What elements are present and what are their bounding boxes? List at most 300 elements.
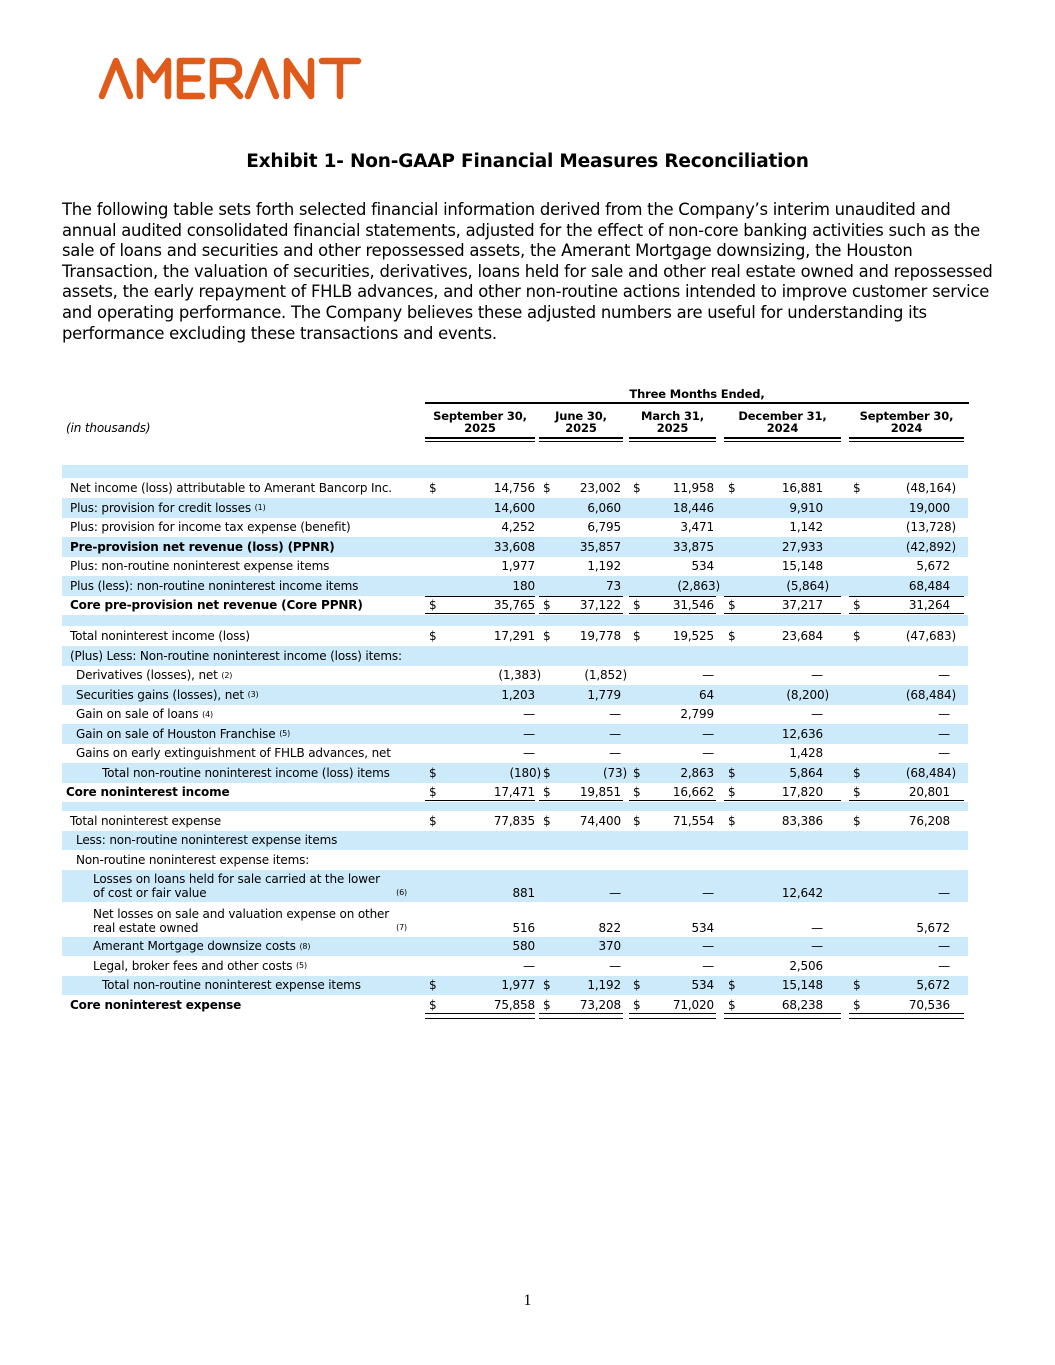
table-row (62, 596, 968, 616)
table-row (62, 685, 968, 705)
value: 1,977 (501, 978, 535, 993)
value: — (811, 707, 823, 722)
period-header-row (62, 386, 972, 404)
value-cell (425, 537, 535, 557)
value-cell (629, 850, 716, 870)
value: 6,795 (587, 520, 621, 535)
value: 35,857 (579, 539, 621, 554)
value: — (609, 746, 621, 761)
amerant-logo (98, 56, 364, 102)
section-spacer (62, 465, 968, 478)
value-cell (724, 850, 841, 870)
currency-symbol: $ (429, 598, 437, 613)
value-cell (849, 850, 964, 870)
currency-symbol: $ (728, 629, 736, 643)
value-cell (425, 783, 535, 803)
row-label (62, 557, 419, 577)
row-label-text: Securities gains (losses), net (76, 687, 244, 702)
value-cell (629, 646, 716, 666)
value-cell (425, 557, 535, 577)
value-cell (724, 518, 841, 538)
value-cell (629, 902, 716, 937)
currency-symbol: $ (853, 978, 861, 993)
value-cell (539, 478, 623, 498)
table-row (62, 666, 968, 686)
row-label (62, 956, 419, 976)
value-cell (849, 724, 964, 744)
value-cell (849, 646, 964, 666)
value: (2,863) (677, 578, 720, 593)
value: 11,958 (672, 481, 714, 495)
value-cell (629, 956, 716, 976)
currency-symbol: $ (633, 785, 641, 800)
value: — (938, 668, 950, 683)
value: — (702, 885, 714, 900)
value: 23,684 (781, 629, 823, 643)
currency-symbol: $ (633, 598, 641, 613)
value: 33,875 (672, 539, 714, 554)
currency-symbol: $ (728, 765, 736, 780)
value-cell (849, 831, 964, 851)
currency-symbol: $ (429, 813, 437, 828)
currency-symbol: $ (543, 978, 551, 993)
value: 881 (512, 885, 535, 900)
row-label (62, 705, 419, 725)
row-label-text: Core noninterest expense (70, 997, 242, 1012)
value: 2,799 (680, 707, 714, 722)
value-cell (724, 937, 841, 957)
value: 23,002 (579, 481, 621, 495)
value: 68,484 (908, 578, 950, 593)
value-cell (724, 557, 841, 577)
value-cell (724, 646, 841, 666)
row-label (62, 596, 419, 616)
table-row (62, 976, 968, 996)
value: (47,683) (905, 629, 956, 643)
value: (13,728) (905, 520, 956, 535)
value-cell (849, 557, 964, 577)
value-cell (849, 937, 964, 957)
value-cell (849, 783, 964, 803)
value-cell (849, 811, 964, 831)
value-cell (724, 537, 841, 557)
value-cell (724, 498, 841, 518)
value-cell (425, 870, 535, 902)
currency-symbol: $ (728, 978, 736, 993)
currency-symbol: $ (543, 997, 551, 1012)
value-cell (849, 576, 964, 596)
value-cell (849, 956, 964, 976)
value: (48,164) (905, 481, 956, 495)
row-label (62, 576, 419, 596)
value-cell (425, 744, 535, 764)
value-cell (425, 850, 535, 870)
value-cell (849, 763, 964, 783)
currency-symbol: $ (633, 978, 641, 993)
row-label (62, 870, 419, 902)
value-cell (724, 870, 841, 902)
value-cell (849, 705, 964, 725)
value-cell (425, 902, 535, 937)
row-label-text: Net losses on sale and valuation expense on other real estate owned (93, 906, 390, 935)
value: 20,801 (908, 785, 950, 800)
value: 4,252 (501, 520, 535, 535)
row-label-text: Plus: non-routine noninterest expense items (70, 559, 330, 574)
value: 3,471 (680, 520, 714, 535)
table-row (62, 498, 968, 518)
value: 33,608 (493, 539, 535, 554)
row-label (62, 811, 419, 831)
value-cell (629, 557, 716, 577)
row-label (62, 763, 419, 783)
value-cell (539, 498, 623, 518)
value-cell (629, 626, 716, 646)
value: — (609, 885, 621, 900)
row-label-text: Net income (loss) attributable to Amerant Bancorp Inc. (70, 481, 392, 495)
value: 12,636 (781, 726, 823, 741)
value: 16,881 (781, 481, 823, 495)
units-label: (in thousands) (66, 421, 151, 435)
currency-symbol: $ (853, 598, 861, 613)
value-cell (849, 744, 964, 764)
currency-symbol: $ (429, 481, 437, 495)
row-label (62, 783, 419, 803)
value: 5,864 (789, 765, 823, 780)
value: — (938, 707, 950, 722)
value-cell (849, 596, 964, 616)
value: 1,203 (501, 687, 535, 702)
value-cell (724, 744, 841, 764)
value: — (702, 958, 714, 973)
row-label (62, 478, 419, 498)
row-label-text: (Plus) Less: Non-routine noninterest income (loss) items: (70, 648, 402, 663)
row-label-text: Total noninterest income (loss) (70, 629, 250, 643)
value: 822 (598, 920, 621, 935)
value-cell (724, 705, 841, 725)
value: 1,428 (789, 746, 823, 761)
currency-symbol: $ (633, 629, 641, 643)
row-label (62, 995, 419, 1015)
value-cell (724, 831, 841, 851)
value: (5,864) (786, 578, 829, 593)
value: 9,910 (789, 500, 823, 515)
value: 19,525 (672, 629, 714, 643)
value-cell (539, 783, 623, 803)
value: 1,142 (789, 520, 823, 535)
table-row (62, 995, 968, 1015)
col-header-dec-2024: December 31, 2024 (724, 407, 841, 439)
value: 6,060 (587, 500, 621, 515)
currency-symbol: $ (429, 978, 437, 993)
value: 534 (691, 978, 714, 993)
value-cell (425, 518, 535, 538)
value-cell (539, 763, 627, 783)
value: — (938, 939, 950, 954)
footnote-ref: (5) (296, 961, 307, 971)
row-label (62, 666, 419, 686)
value-cell (425, 498, 535, 518)
currency-symbol: $ (633, 813, 641, 828)
value-cell (724, 956, 841, 976)
table-row (62, 811, 968, 831)
col-header-jun-2025: June 30, 2025 (539, 407, 623, 439)
currency-symbol: $ (853, 785, 861, 800)
footnote-ref: (4) (202, 709, 213, 719)
value: 31,264 (908, 598, 950, 613)
value: 14,756 (493, 481, 535, 495)
value-cell (539, 831, 623, 851)
value: 5,672 (916, 559, 950, 574)
value-cell (539, 576, 623, 596)
value: 83,386 (781, 813, 823, 828)
value-cell (425, 956, 535, 976)
value-cell (539, 557, 623, 577)
table-row (62, 783, 968, 803)
row-label-text: Derivatives (losses), net (76, 668, 218, 683)
value-cell (849, 518, 964, 538)
value-cell (425, 646, 535, 666)
currency-symbol: $ (728, 997, 736, 1012)
value: 73,208 (579, 997, 621, 1012)
value: 17,820 (781, 785, 823, 800)
row-label-text: Core pre-provision net revenue (Core PPNR) (70, 598, 363, 613)
value: 16,662 (672, 785, 714, 800)
row-label-text: Total non-routine noninterest expense items (102, 978, 361, 993)
value: 15,148 (781, 978, 823, 993)
value-cell (539, 870, 623, 902)
value-cell (539, 850, 623, 870)
value: 5,672 (916, 978, 950, 993)
currency-symbol: $ (543, 598, 551, 613)
value: 370 (598, 939, 621, 954)
row-label (62, 724, 419, 744)
value: 37,217 (781, 598, 823, 613)
table-row (62, 626, 968, 646)
value: (1,852) (584, 668, 627, 683)
value: 19,851 (579, 785, 621, 800)
value: (73) (602, 765, 627, 780)
value-cell (849, 666, 964, 686)
currency-symbol: $ (853, 629, 861, 643)
value-cell (724, 685, 841, 705)
table-row (62, 870, 968, 902)
value: — (811, 939, 823, 954)
value-cell (425, 626, 535, 646)
value-cell (425, 478, 535, 498)
row-label (62, 850, 419, 870)
currency-symbol: $ (429, 785, 437, 800)
value: 1,192 (587, 559, 621, 574)
row-label (62, 685, 419, 705)
value: (8,200) (786, 687, 829, 702)
value: 73 (606, 578, 621, 593)
value: 534 (691, 559, 714, 574)
table-row (62, 744, 968, 764)
table-row (62, 902, 968, 937)
value: 77,835 (493, 813, 535, 828)
value-cell (425, 724, 535, 744)
table-row (62, 576, 968, 596)
value-cell (629, 685, 716, 705)
value-cell (539, 646, 623, 666)
value-cell (539, 596, 623, 616)
row-label (62, 626, 419, 646)
value-cell (724, 783, 841, 803)
table-row (62, 518, 968, 538)
col-header-mar-2025: March 31, 2025 (629, 407, 716, 439)
value-cell (849, 685, 964, 705)
value: 1,779 (587, 687, 621, 702)
amerant-wordmark-icon (98, 56, 364, 100)
currency-symbol: $ (633, 481, 641, 495)
value-cell (539, 705, 623, 725)
intro-paragraph: The following table sets forth selected financial information derived from the Company’s interim unaudited and annual audited consolidated financial statements, adjusted for the effect of non-core banking activities such as the sale of loans and securities and other repossessed assets, the Amerant Mortgage downsizing, the Houston Transaction, the valuation of securities, derivatives, loans held for sale and other real estate owned and repossessed assets, the early repayment of FHLB advances, and other non-routine actions intended to improve customer service and operating performance. The Company believes these adjusted numbers are useful for understanding its performance excluding these transactions and events. (62, 200, 993, 343)
section-spacer (62, 615, 968, 626)
currency-symbol: $ (633, 765, 641, 780)
currency-symbol: $ (429, 629, 437, 643)
value: 19,778 (579, 629, 621, 643)
value: — (609, 726, 621, 741)
table-row (62, 831, 968, 851)
row-label-text: Gain on sale of loans (76, 707, 199, 722)
value-cell (539, 811, 623, 831)
value: — (702, 668, 714, 683)
row-label-text: Plus: provision for credit losses (70, 500, 251, 515)
row-label-text: Pre-provision net revenue (loss) (PPNR) (70, 539, 335, 554)
value-cell (629, 666, 716, 686)
value: 12,642 (781, 885, 823, 900)
value: — (702, 746, 714, 761)
value-cell (724, 724, 841, 744)
value-cell (724, 995, 841, 1015)
value-cell (425, 596, 535, 616)
row-label (62, 537, 419, 557)
value: 17,291 (493, 629, 535, 643)
value-cell (629, 705, 716, 725)
value-cell (724, 811, 841, 831)
value: 37,122 (579, 598, 621, 613)
table-row (62, 763, 968, 783)
currency-symbol: $ (853, 481, 861, 495)
row-label (62, 937, 419, 957)
value: 18,446 (672, 500, 714, 515)
value-cell (629, 576, 720, 596)
value: (68,484) (905, 687, 956, 702)
value-cell (629, 596, 716, 616)
currency-symbol: $ (429, 997, 437, 1012)
value: — (702, 726, 714, 741)
row-label-text: Legal, broker fees and other costs (93, 958, 293, 973)
value: 2,863 (680, 765, 714, 780)
value-cell (629, 783, 716, 803)
value-cell (849, 976, 964, 996)
value: 14,600 (493, 500, 535, 515)
value: 534 (691, 920, 714, 935)
value-cell (724, 478, 841, 498)
value-cell (425, 995, 535, 1015)
table-row (62, 478, 968, 498)
value: 5,672 (916, 920, 950, 935)
currency-symbol: $ (728, 813, 736, 828)
row-label-text: Gains on early extinguishment of FHLB advances, net (76, 746, 391, 761)
currency-symbol: $ (429, 765, 437, 780)
row-label-text: Total non-routine noninterest income (loss) items (102, 765, 390, 780)
value: 71,020 (672, 997, 714, 1012)
footnote-ref: (3) (247, 690, 259, 700)
value: 27,933 (781, 539, 823, 554)
currency-symbol: $ (728, 481, 736, 495)
table-row (62, 646, 968, 666)
value-cell (425, 937, 535, 957)
value-cell (849, 902, 964, 937)
value-cell (724, 576, 841, 596)
row-label-text: Gain on sale of Houston Franchise (76, 726, 276, 741)
value-cell (629, 995, 716, 1015)
value-cell (724, 596, 841, 616)
value-cell (539, 902, 623, 937)
page-number: 1 (523, 1292, 532, 1309)
page-title: Exhibit 1- Non-GAAP Financial Measures Reconciliation (246, 151, 809, 172)
value: 68,238 (781, 997, 823, 1012)
currency-symbol: $ (728, 785, 736, 800)
value-cell (849, 537, 964, 557)
row-label-text: Core noninterest income (66, 785, 230, 800)
value-cell (849, 498, 964, 518)
currency-symbol: $ (543, 765, 551, 780)
value-cell (724, 666, 841, 686)
value-cell (539, 626, 623, 646)
value-cell (724, 976, 841, 996)
currency-symbol: $ (853, 765, 861, 780)
row-label-text: Amerant Mortgage downsize costs (93, 939, 296, 954)
currency-symbol: $ (543, 629, 551, 643)
value-cell (629, 763, 716, 783)
value-cell (539, 937, 623, 957)
value: — (938, 958, 950, 973)
value: — (609, 958, 621, 973)
col-header-sep-2025: September 30, 2025 (425, 407, 535, 439)
value-cell (629, 724, 716, 744)
value: — (811, 668, 823, 683)
currency-symbol: $ (633, 997, 641, 1012)
value-cell (539, 744, 623, 764)
value-cell (849, 870, 964, 902)
value: 2,506 (789, 958, 823, 973)
value-cell (425, 831, 535, 851)
value-cell (539, 956, 623, 976)
footnote-ref: (6) (396, 887, 407, 897)
table-row (62, 956, 968, 976)
value: — (811, 920, 823, 935)
value: — (938, 726, 950, 741)
table-row (62, 724, 968, 744)
row-label-text: Plus (less): non-routine noninterest income items (70, 578, 359, 593)
value: 17,471 (493, 785, 535, 800)
value-cell (724, 626, 841, 646)
footnote-ref: (7) (396, 922, 407, 932)
footnote-ref: (1) (254, 503, 266, 513)
value: 516 (512, 920, 535, 935)
value: 15,148 (781, 559, 823, 574)
currency-symbol: $ (853, 813, 861, 828)
value: — (609, 707, 621, 722)
row-label-text: Losses on loans held for sale carried at the lower of cost or fair value (93, 871, 380, 900)
value-cell (425, 811, 535, 831)
value: 64 (699, 687, 714, 702)
value-cell (425, 666, 541, 686)
value-cell (539, 976, 623, 996)
value-cell (849, 995, 964, 1015)
